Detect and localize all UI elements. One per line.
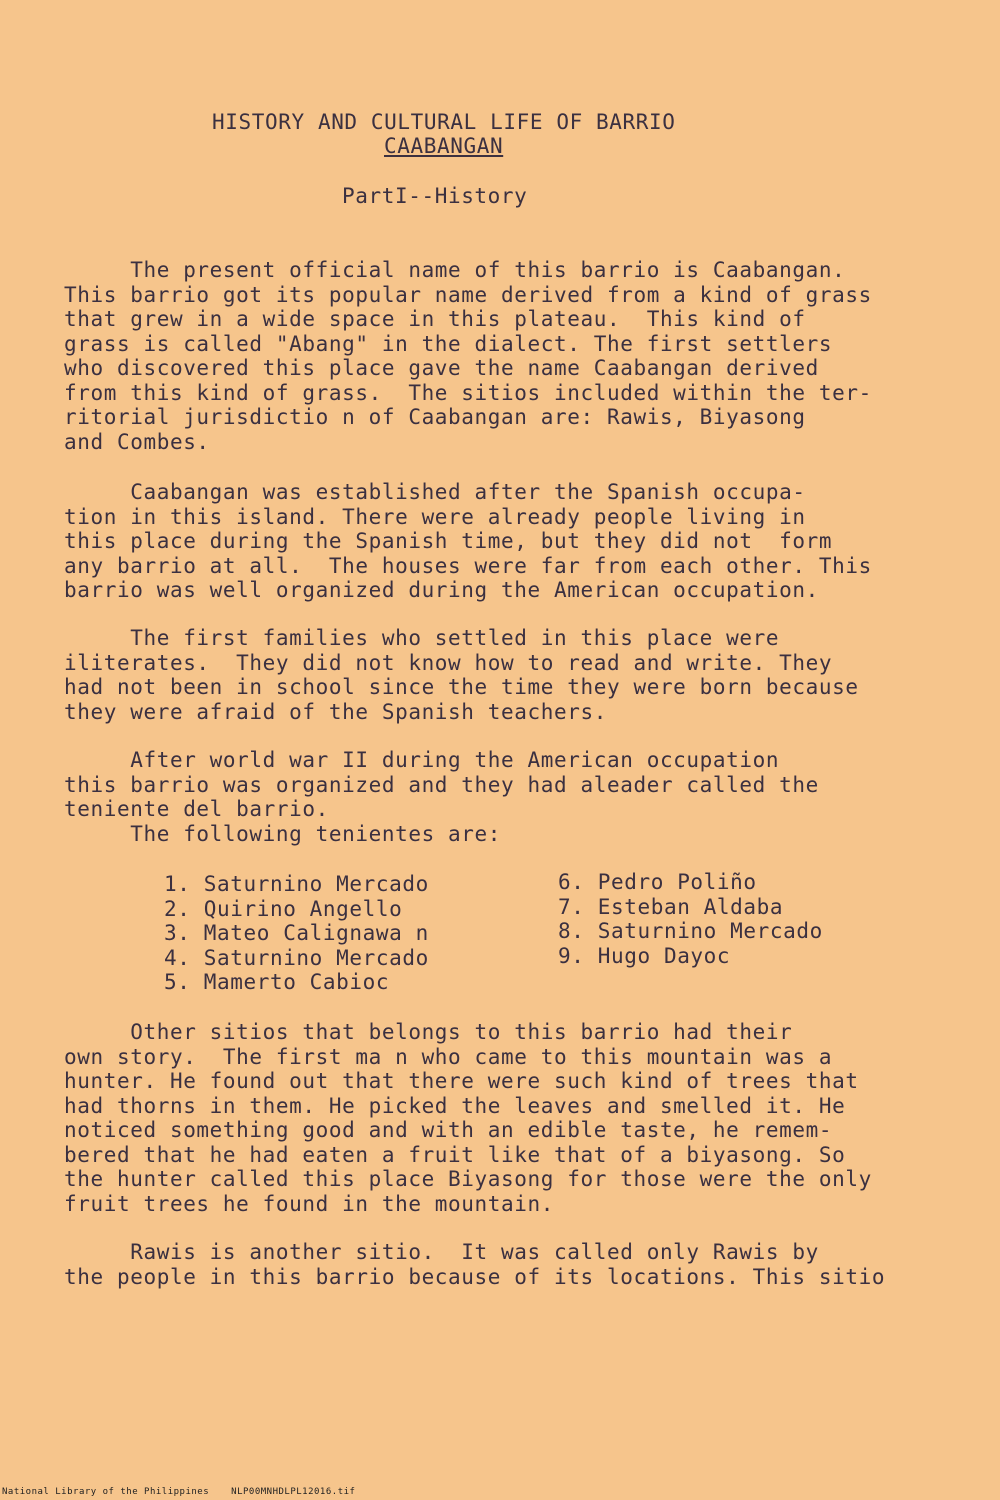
text-line: The present official name of this barrio is Caabangan. <box>64 258 846 282</box>
text-line: This barrio got its popular name derived from a kind of grass <box>64 282 872 307</box>
text-line: this place during the Spanish time, but they did not form <box>64 529 833 553</box>
list-item: 6. Pedro Poliño <box>558 870 757 894</box>
paragraph-4 <box>64 748 974 846</box>
list-item: 9. Hugo Dayoc <box>558 943 731 968</box>
paragraph-5 <box>64 1020 974 1216</box>
list-item: 5. Mamerto Cabioc <box>164 970 390 994</box>
text-line: Rawis is another sitio. It was called only Rawis by <box>64 1240 819 1264</box>
document-subheading: CAABANGAN <box>384 134 504 158</box>
text-line: who discovered this place gave the name Caabangan derived <box>64 356 819 380</box>
text-line: noticed something good and with an edible taste, he remem- <box>64 1118 833 1142</box>
text-line: the people in this barrio because of its locations. This sitio <box>64 1264 886 1289</box>
footer-filename: NLP00MNHDLPL12016.tif <box>231 1487 356 1497</box>
text-line: iliterates. They did not know how to read and write. They <box>64 650 833 675</box>
list-item: 2. Quirino Angello <box>164 896 403 921</box>
text-line: ritorial jurisdictio n of Caabangan are: Rawis, Biyasong <box>64 405 806 429</box>
text-line: grass is called "Abang" in the dialect. The first settlers <box>64 331 833 356</box>
tenientes-list-left <box>164 872 429 995</box>
text-line: hunter. He found out that there were such kind of trees that <box>64 1069 859 1093</box>
text-line: The first families who settled in this place were <box>64 626 780 650</box>
tenientes-list-right <box>558 870 823 968</box>
text-line: the hunter called this place Biyasong for those were the only <box>64 1167 872 1191</box>
text-line: barrio was well organized during the American occupation. <box>64 578 819 602</box>
archive-footer <box>2 1487 377 1497</box>
footer-library: National Library of the Philippines <box>2 1487 210 1497</box>
text-line: fruit trees he found in the mountain. <box>64 1191 554 1216</box>
text-line: any barrio at all. The houses were far from each other. This <box>64 553 872 578</box>
text-line: had thorns in them. He picked the leaves and smelled it. He <box>64 1093 846 1118</box>
paragraph-1 <box>64 258 974 454</box>
text-line: from this kind of grass. The sitios included within the ter- <box>64 380 872 405</box>
text-line: this barrio was organized and they had aleader called the <box>64 772 819 797</box>
paragraph-6 <box>64 1240 974 1289</box>
text-line: and Combes. <box>64 429 210 454</box>
part-title: PartI--History <box>342 184 528 208</box>
list-item: 3. Mateo Calignawa n <box>164 921 429 945</box>
list-item: 8. Saturnino Mercado <box>558 919 823 943</box>
text-line: Other sitios that belongs to this barrio had their <box>64 1020 793 1044</box>
list-item: 4. Saturnino Mercado <box>164 945 429 970</box>
text-line: they were afraid of the Spanish teachers. <box>64 699 607 724</box>
text-line: After world war II during the American occupation <box>64 748 780 772</box>
paragraph-2 <box>64 480 974 603</box>
text-line: tion in this island. There were already people living in <box>64 504 806 529</box>
text-line: own story. The first ma n who came to this mountain was a <box>64 1044 833 1069</box>
document-heading: HISTORY AND CULTURAL LIFE OF BARRIO <box>212 110 676 134</box>
text-line: Caabangan was established after the Spanish occupa- <box>64 480 806 504</box>
text-line: had not been in school since the time they were born because <box>64 675 859 699</box>
list-item: 7. Esteban Aldaba <box>558 894 784 919</box>
text-line: teniente del barrio. <box>64 797 329 821</box>
text-line: bered that he had eaten a fruit like that of a biyasong. So <box>64 1142 846 1167</box>
text-line: The following tenientes are: <box>64 821 502 846</box>
list-item: 1. Saturnino Mercado <box>164 872 429 896</box>
text-line: that grew in a wide space in this plateau. This kind of <box>64 307 806 331</box>
paragraph-3 <box>64 626 974 724</box>
